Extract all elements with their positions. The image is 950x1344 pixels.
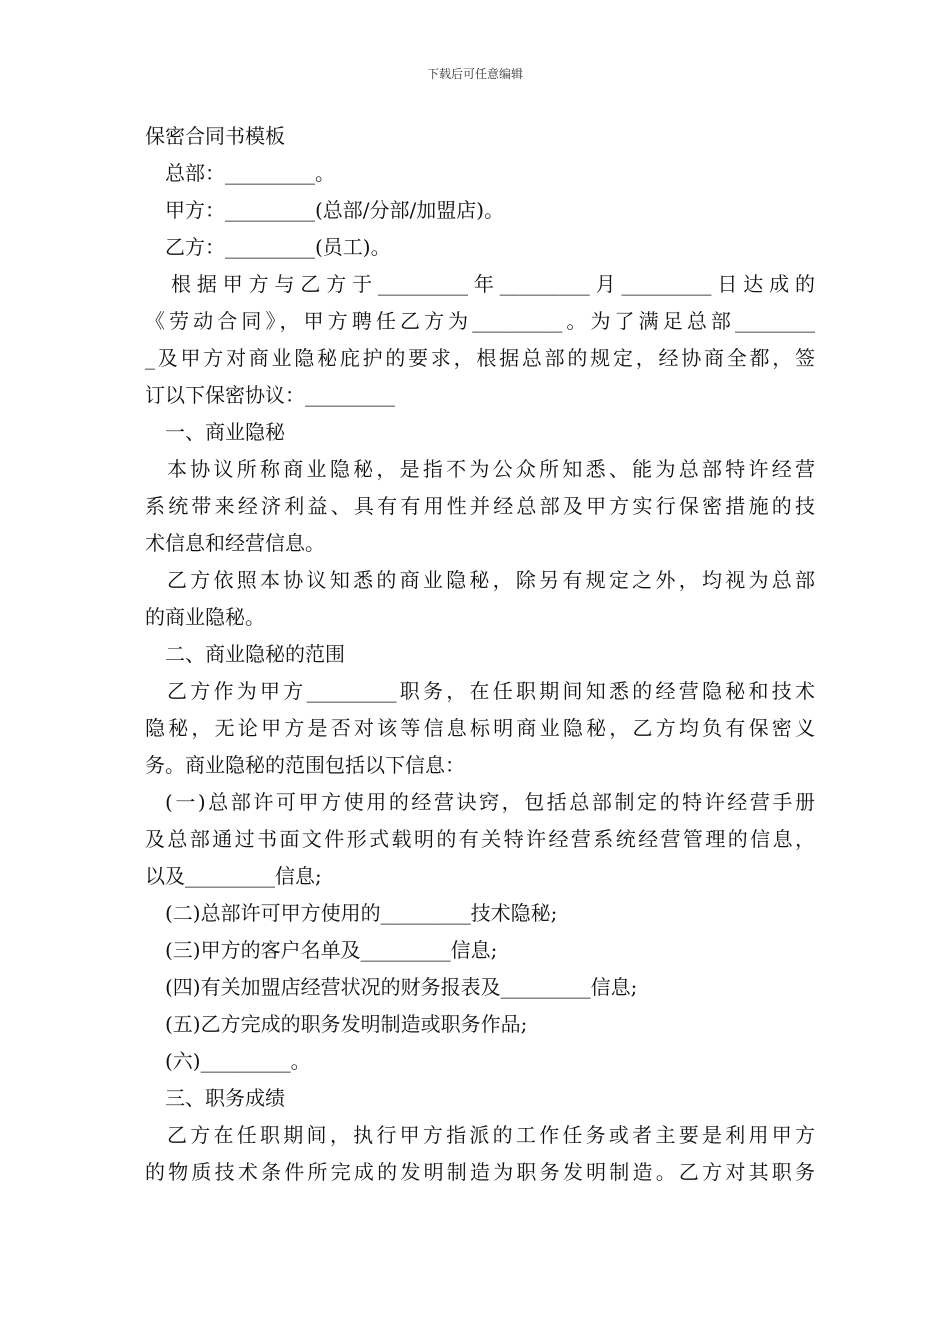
paragraph-line: 《劳动合同》，甲方聘任乙方为_________。为了满足总部________ bbox=[145, 309, 815, 333]
document-body bbox=[145, 118, 815, 1191]
list-item: (五)乙方完成的职务发明制造或职务作品; bbox=[165, 1012, 528, 1036]
paragraph-line: 的物质技术条件所完成的发明制造为职务发明制造。乙方对其职务 bbox=[145, 1160, 815, 1184]
field-party-b: 乙方：_________(员工)。 bbox=[165, 235, 391, 259]
paragraph-line: 术信息和经营信息。 bbox=[145, 531, 325, 555]
field-headquarters: 总部：_________。 bbox=[165, 161, 335, 185]
section-heading-2: 二、商业隐秘的范围 bbox=[165, 642, 345, 666]
paragraph-line: 乙方依照本协议知悉的商业隐秘，除另有规定之外，均视为总部 bbox=[167, 568, 815, 592]
list-item: (三)甲方的客户名单及_________信息; bbox=[165, 938, 498, 962]
paragraph-line: 系统带来经济利益、具有有用性并经总部及甲方实行保密措施的技 bbox=[145, 494, 815, 518]
section-heading-3: 三、职务成绩 bbox=[165, 1086, 285, 1110]
paragraph-line: _及甲方对商业隐秘庇护的要求，根据总部的规定，经协商全都，签 bbox=[145, 346, 815, 370]
list-item: (二)总部许可甲方使用的_________技术隐秘; bbox=[165, 901, 558, 925]
list-item-line: 及总部通过书面文件形式载明的有关特许经营系统经营管理的信息， bbox=[145, 827, 815, 851]
section-heading-1: 一、商业隐秘 bbox=[165, 420, 285, 444]
list-item: (六)_________。 bbox=[165, 1049, 311, 1073]
paragraph-line: 订以下保密协议：_________ bbox=[145, 383, 395, 407]
paragraph-line: 乙方作为甲方_________职务，在任职期间知悉的经营隐秘和技术 bbox=[167, 679, 815, 703]
page-header-note: 下载后可任意编辑 bbox=[426, 67, 523, 81]
document-title: 保密合同书模板 bbox=[145, 124, 285, 148]
list-item-line: 以及_________信息; bbox=[145, 864, 322, 888]
paragraph-line: 本协议所称商业隐秘，是指不为公众所知悉、能为总部特许经营 bbox=[167, 457, 815, 481]
field-party-a: 甲方：_________(总部/分部/加盟店)。 bbox=[165, 198, 505, 222]
paragraph-line: 的商业隐秘。 bbox=[145, 605, 265, 629]
paragraph-line: 务。商业隐秘的范围包括以下信息： bbox=[145, 753, 465, 777]
paragraph-line: 乙方在任职期间，执行甲方指派的工作任务或者主要是利用甲方 bbox=[167, 1123, 815, 1147]
paragraph-line: 隐秘，无论甲方是否对该等信息标明商业隐秘，乙方均负有保密义 bbox=[145, 716, 815, 740]
list-item: (四)有关加盟店经营状况的财务报表及_________信息; bbox=[165, 975, 638, 999]
list-item-line: (一)总部许可甲方使用的经营诀窍，包括总部制定的特许经营手册 bbox=[165, 790, 815, 814]
paragraph-line: 根据甲方与乙方于_________年_________月_________日达成的 bbox=[171, 272, 815, 296]
